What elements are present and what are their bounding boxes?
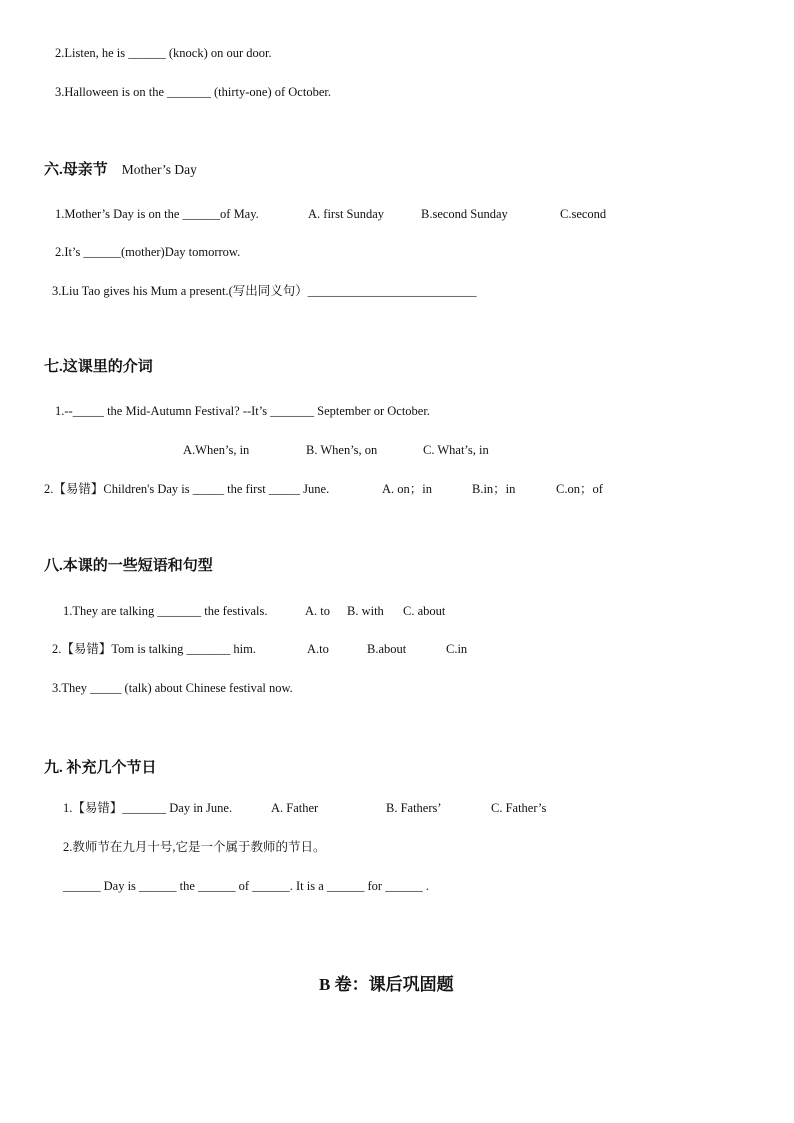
q8-1-option-a: A. to	[305, 604, 330, 618]
q8-1: 1.They are talking _______ the festivals.	[63, 604, 268, 618]
q8-2-option-a: A.to	[307, 642, 329, 656]
q7-1-option-c: C. What’s, in	[423, 443, 489, 457]
q6-1-option-b: B.second Sunday	[421, 207, 508, 221]
q7-2: 2.【易错】Children's Day is _____ the first _____ June.	[44, 482, 330, 496]
q6-1: 1.Mother’s Day is on the ______of May.	[55, 207, 259, 221]
q9-1: 1.【易错】_______ Day in June.	[63, 801, 233, 815]
q8-2-option-b: B.about	[367, 642, 407, 656]
section6-heading	[44, 161, 197, 179]
section-b-title: B 卷：课后巩固题	[319, 975, 454, 994]
q8-1-option-b: B. with	[347, 604, 384, 618]
q7-2-option-b: B.in；in	[472, 482, 516, 496]
q6-1-option-c: C.second	[560, 207, 607, 221]
q9-1-option-a: A. Father	[271, 801, 319, 815]
q6-1-option-a: A. first Sunday	[308, 207, 385, 221]
q8-2: 2.【易错】Tom is talking _______ him.	[52, 642, 256, 656]
q5-3: 3.Halloween is on the _______ (thirty-one) of October.	[55, 85, 331, 99]
q9-2: 2.教师节在九月十号,它是一个属于教师的节日。	[63, 840, 326, 854]
q7-1-option-b: B. When’s, on	[306, 443, 378, 457]
section9-heading: 九. 补充几个节日	[44, 760, 157, 776]
section6-heading-en: Mother’s Day	[121, 162, 197, 177]
q9-2-fill: ______ Day is ______ the ______ of ______. It is a ______ for ______ .	[63, 879, 429, 893]
q9-1-option-b: B. Fathers’	[386, 801, 442, 815]
q5-2: 2.Listen, he is ______ (knock) on our door.	[55, 46, 272, 60]
q6-3: 3.Liu Tao gives his Mum a present.(写出同义句）___________________________	[52, 284, 477, 298]
q7-2-option-a: A. on；in	[382, 482, 433, 496]
q9-1-option-c: C. Father’s	[491, 801, 547, 815]
q8-2-option-c: C.in	[446, 642, 468, 656]
q7-1: 1.--_____ the Mid-Autumn Festival? --It’s _______ September or October.	[55, 404, 430, 418]
q8-1-option-c: C. about	[403, 604, 446, 618]
section7-heading: 七.这课里的介词	[44, 359, 153, 375]
q8-3: 3.They _____ (talk) about Chinese festival now.	[52, 681, 293, 695]
section6-heading-cn: 六.母亲节	[44, 162, 108, 178]
q6-2: 2.It’s ______(mother)Day tomorrow.	[55, 245, 241, 259]
section8-heading: 八.本课的一些短语和句型	[44, 558, 213, 574]
q7-1-option-a: A.When’s, in	[183, 443, 250, 457]
q7-2-option-c: C.on；of	[556, 482, 603, 496]
